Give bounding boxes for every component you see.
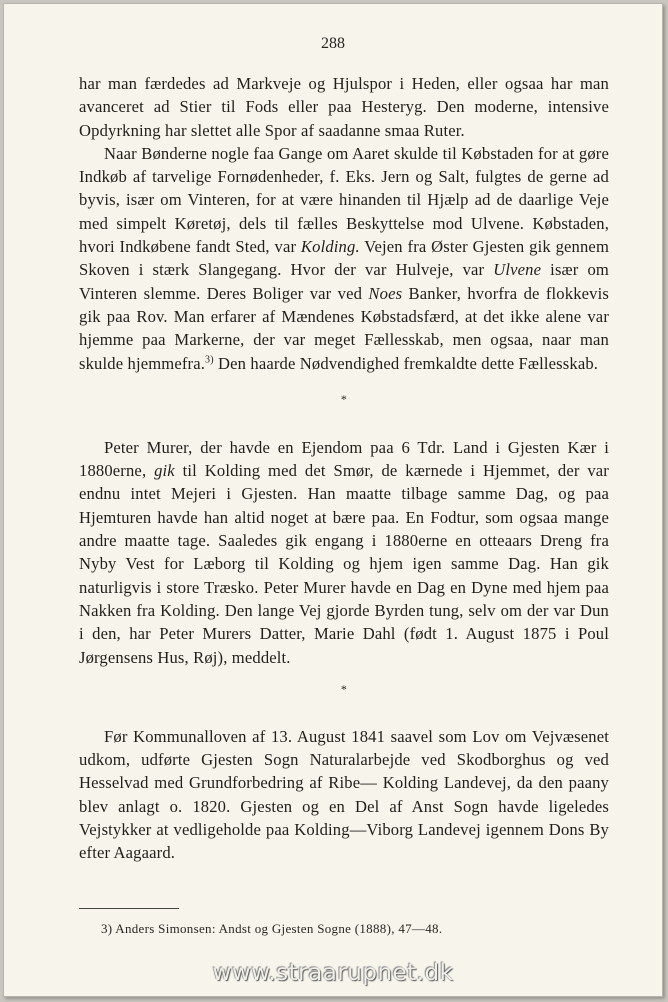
paragraph-peter-murer <box>79 436 609 669</box>
italic-kolding: Kolding. <box>300 237 360 257</box>
paragraph-text: til Kolding med det Smør, de kærnede i Hjemmet, der var endnu intet Mejeri i Gjesten. Han maatte tilbage samme Dag, og paa Hjemturen havde han altid noget at bære paa. En Fodtur, som ogsaa mange andre maatte tage. Saaledes gik engang i 1880erne en otteaars Dreng fra Nyby Vest for Læborg til Kolding og hjem igen samme Dag. Han gik naturligvis i store Træsko. Peter Murer havde en Dag en Dyne med hjem paa Nakken fra Kolding. Den lange Vej gjorde Byrden tung, selv om der var Dun i den, har Peter Murers Datter, Marie Dahl (født 1. August 1875 i Poul Jørgensens Hus, Røj), meddelt. <box>79 461 609 667</box>
section-separator: * <box>340 681 348 696</box>
italic-ulvene: Ulvene <box>493 260 542 280</box>
watermark: www.straarupnet.dk <box>212 960 454 986</box>
book-page <box>3 3 663 997</box>
italic-gik: gik <box>154 461 175 481</box>
section-separator: * <box>340 391 348 406</box>
paragraph-text: Den haarde Nødvendighed fremkaldte dette Fællesskab. <box>213 353 599 373</box>
paragraph-text: Naar Bønderne nogle faa Gange om Aaret skulde til Købstaden for at gøre Indkøb af tarvelige Fornødenheder, f. Eks. Jern og Salt, fulgtes de gerne ad byvis, især om Vinteren, for at være hinanden til Hjælp ad de daarlige Veje med simpelt Køretøj, dels til fælles Beskyttelse mod Ulvene. Købstaden, hvori Indkøbene fandt Sted, var <box>79 143 609 257</box>
paragraph-text: Før Kommunalloven af 13. August 1841 saavel som Lov om Vejvæsenet udkom, udførte Gjesten Sogn Naturalarbejde ved Skodborghus og ved Hesselvad med Grundforbedring af Ribe— Kolding Landevej, da den paany blev anlagt o. 1820. Gjesten og en Del af Anst Sogn havde ligeledes Vejstykker at vedligeholde paa Kolding—Viborg Landevej igennem Dons By efter Aagaard. <box>79 726 609 863</box>
paragraph-market-trips <box>79 142 609 375</box>
paragraph-text: især om Vinteren slemme. Deres Boliger var ved <box>79 260 609 303</box>
paragraph-text: Banker, hvorfra de flokkevis gik paa Rov. Man erfarer af Mændenes Købstadsfærd, at det ikke alene var hjemme paa Markerne, der var meget Fællesskab, men ogsaa, naar man skulde hjemmefra. <box>79 283 609 373</box>
paragraph-text: har man færdedes ad Markveje og Hjulspor i Heden, eller ogsaa har man avanceret ad Stier til Fods eller paa Hesteryg. Den moderne, intensive Opdyrkning har slettet alle Spor af saadanne smaa Ruter. <box>79 74 609 140</box>
paragraph-road-works <box>79 725 609 865</box>
footnote: 3) Anders Simonsen: Andst og Gjesten Sogne (1888), 47—48. <box>101 921 443 936</box>
body-text <box>79 72 609 865</box>
paragraph-text: Vejen fra Øster Gjesten gik gennem Skoven i stærk Slangegang. Hvor der var Hulveje, var <box>79 237 609 280</box>
italic-noes: Noes <box>368 283 403 303</box>
page-number: 288 <box>321 35 345 52</box>
footnote-divider <box>79 908 179 909</box>
footnote-reference: 3) <box>205 354 214 366</box>
paragraph-continuation <box>79 72 609 142</box>
paragraph-text: Peter Murer, der havde en Ejendom paa 6 Tdr. Land i Gjesten Kær i 1880erne, <box>79 437 609 481</box>
